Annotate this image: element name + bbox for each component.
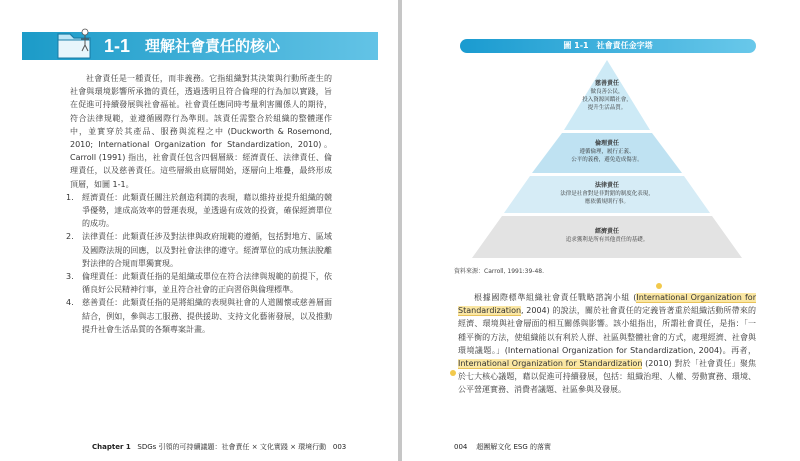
list-text: 慈善責任：此類責任指的是將組織的表現與社會的人道關懷或慈善層面結合，例如，參與志工服務、提供援助、支持文化藝術發展，以及推動提升社會生活品質的各類專案計畫。 — [82, 298, 332, 334]
list-text: 經濟責任：此類責任關注於創造利潤的表現，藉以維持並提升組織的競爭優勢，達成高效率的營運表現，並透過有成效的投資，確保經濟單位的成功。 — [82, 192, 332, 229]
list-item — [66, 270, 332, 296]
page-number: 003 — [332, 443, 347, 451]
tier-line: 法律是社會對是非對錯的制度化表現， — [560, 191, 654, 197]
tier-line: 提升生活品質。 — [587, 105, 627, 111]
list-number: 2. — [66, 232, 74, 242]
tier-line: 遵循倫理，履行正義、 — [579, 149, 635, 155]
tier-line: 應依循規則行事。 — [584, 199, 629, 205]
csr-pyramid — [472, 60, 742, 260]
left-footer — [92, 442, 346, 452]
list-text: 倫理責任：此類責任指的是組織或單位在符合法律與規範的前提下，依循良好公民精神行事，並且符合社會的正向習俗與倫理標準。 — [82, 272, 332, 295]
right-footer — [454, 442, 551, 452]
right-paragraph — [458, 291, 756, 397]
chapter-title: SDGs 引領的可持續議題：社會責任 × 文化實踐 × 環境行動 — [137, 443, 327, 451]
list-text: 法律責任：此類責任涉及對法律與政府規範的遵循，包括對地方、區域及國際法規的回應，以及對社會法律的遵守。經濟單位的成功無法脫離對法律的合規而單獨實現。 — [82, 232, 332, 268]
body-text-run: 根據國際標準組織社會責任戰略諮詢小組 ( — [474, 293, 637, 302]
annotation-marker[interactable] — [450, 370, 456, 376]
chapter-label: Chapter 1 — [92, 443, 131, 451]
tier-title: 慈善責任 — [594, 80, 619, 87]
highlighted-text[interactable]: International Organization for Standardization — [458, 359, 643, 369]
intro-paragraph: 社會責任是一種責任，而非義務。它指組織對其決策與行動所產生的社會與環境影響所承擔的責任，透過透明且符合倫理的行為加以實踐，旨在促進可持續發展與社會福祉。社會責任應同時考量利害關係人的期待，符合法律規範，並遵循國際行為準則。該責任需整合於組織的整體運作中，並實穿於其產品、服務與流程之中 (Duckworth & Rosemond, 2010; International Organization for Standardization, 2010)。Carroll (1991) 指出，社會責任包含四個層級：經濟責任、法律責任、倫理責任，以及慈善責任。這些層級由底層開始，逐層向上堆疊，最終形成頂層，如圖 1-1。 — [70, 74, 332, 189]
list-number: 1. — [66, 192, 74, 202]
tier-ethical — [547, 140, 667, 164]
section-number: 1-1 — [104, 36, 131, 56]
tier-legal — [517, 182, 697, 206]
page-number: 004 — [454, 443, 468, 451]
left-body — [66, 72, 332, 336]
left-page — [0, 0, 398, 461]
figure-caption-bar — [460, 39, 756, 53]
tier-line: 做良善公民， — [590, 89, 624, 95]
book-title: 超團解文化 ESG 的落實 — [476, 443, 552, 451]
right-page — [402, 0, 800, 461]
tier-line: 公平的義務，避免造成傷害。 — [571, 157, 643, 163]
tier-line: 追求獲利是所有其他責任的基礎。 — [565, 237, 649, 243]
body-text-run: (2010) 對於「社會責任」聚焦於七大核心議題，藉以促進可持續發展，包括：組織治理、人權、勞動實務、環境、公平營運實務、消費者議題、社區參與及發展。 — [458, 359, 757, 395]
list-item — [66, 296, 332, 336]
list-number: 4. — [66, 298, 74, 308]
figure-source: 資料來源：Carroll, 1991:39-48. — [454, 268, 545, 275]
tier-title: 經濟責任 — [594, 228, 619, 235]
highlighted-text[interactable]: International Organization for Standardization — [458, 293, 756, 316]
tier-title: 倫理責任 — [594, 140, 619, 147]
list-number: 3. — [66, 272, 74, 282]
responsibility-list — [66, 191, 332, 336]
tier-line: 投入資源回饋社會， — [582, 97, 632, 103]
figure-label: 圖 1-1 社會責任金字塔 — [563, 41, 653, 50]
tier-philanthropic — [567, 80, 647, 112]
body-text-run: , 2004) 的說法，關於社會責任的定義皆著重於組織活動所帶來的經濟、環境與社會層面的相互關係與影響。該小組指出，所謂社會責任，是指：「一種平衡的方法，使組織能以有利於人群、社區與整體社會的方式，處理經濟、社會與環境議題。」(International Organization for Standardization, 2004)。再者， — [458, 306, 756, 355]
section-title: 理解社會責任的核心 — [145, 37, 281, 55]
list-item — [66, 230, 332, 270]
list-item — [66, 191, 332, 231]
folder-icon — [56, 24, 92, 62]
tier-economic — [507, 228, 707, 244]
right-body — [458, 291, 756, 397]
annotation-marker[interactable] — [656, 283, 662, 289]
tier-title: 法律責任 — [594, 182, 619, 189]
